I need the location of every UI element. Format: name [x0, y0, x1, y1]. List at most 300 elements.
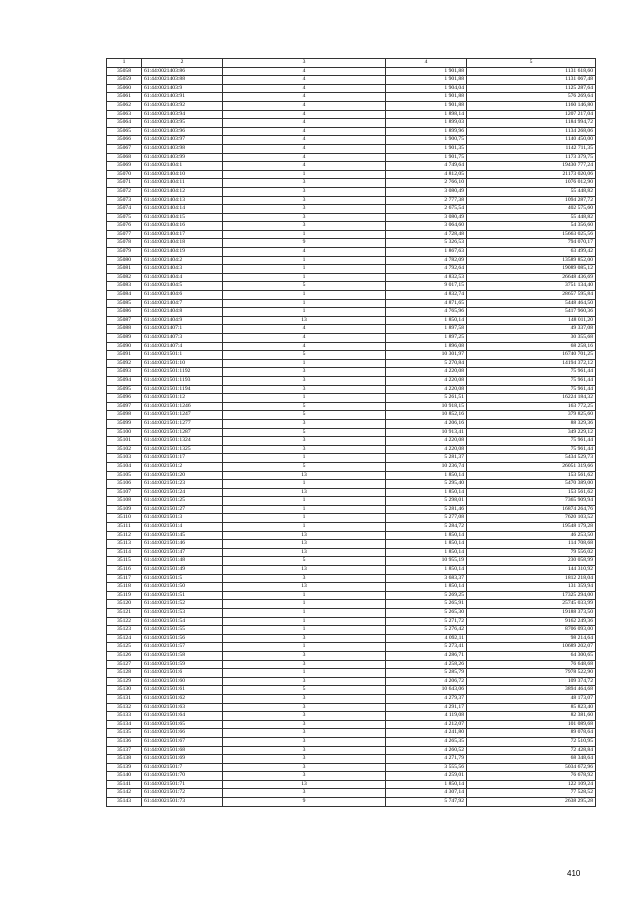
table-cell-col-2: 61:44:0021403:91 [142, 93, 223, 102]
table-cell-col-3: 4 [223, 93, 386, 102]
table-cell-col-3: 3 [223, 376, 386, 385]
table-cell-col-4: 4 765,96 [386, 308, 467, 317]
table-cell-col-1: 35126 [107, 651, 142, 660]
table-row [107, 282, 596, 291]
table-cell-col-4: 1 899,96 [386, 127, 467, 136]
table-cell-col-2: 61:44:0021501:58 [142, 651, 223, 660]
table-cell-col-2: 61:44:0021404:10 [142, 170, 223, 179]
table-cell-col-2: 61:44:0021403:96 [142, 127, 223, 136]
table-cell-col-1: 35093 [107, 368, 142, 377]
table-row [107, 394, 596, 403]
table-cell-col-3: 4 [223, 101, 386, 110]
table-cell-col-3: 1 [223, 273, 386, 282]
table-cell-col-1: 35088 [107, 325, 142, 334]
table-cell-col-5: 30 355,68 [467, 334, 596, 343]
header-col-3: 3 [223, 59, 386, 68]
table-cell-col-2: 61:44:0021501:4 [142, 523, 223, 532]
table-cell-col-4: 4 871,65 [386, 299, 467, 308]
table-cell-col-1: 35103 [107, 454, 142, 463]
table-cell-col-4: 2 675,54 [386, 205, 467, 214]
table-cell-col-4: 4 220,08 [386, 368, 467, 377]
table-cell-col-5: 85 823,40 [467, 703, 596, 712]
table-cell-col-3: 1 [223, 617, 386, 626]
table-cell-col-3: 9 [223, 239, 386, 248]
table-cell-col-5: 1094 287,72 [467, 196, 596, 205]
table-row [107, 385, 596, 394]
table-row [107, 359, 596, 368]
table-row [107, 566, 596, 575]
table-cell-col-4: 4 220,08 [386, 445, 467, 454]
table-cell-col-3: 3 [223, 746, 386, 755]
table-cell-col-1: 35090 [107, 342, 142, 351]
table-cell-col-4: 10 913,41 [386, 428, 467, 437]
table-cell-col-3: 4 [223, 325, 386, 334]
table-cell-col-5: 5417 960,36 [467, 308, 596, 317]
table-cell-col-1: 35106 [107, 480, 142, 489]
table-cell-col-5: 46 253,50 [467, 531, 596, 540]
table-cell-col-5: 75 961,44 [467, 437, 596, 446]
table-cell-col-3: 3 [223, 694, 386, 703]
table-row [107, 325, 596, 334]
table-cell-col-2: 61:44:0021404:2 [142, 256, 223, 265]
table-cell-col-2: 61:44:0021404:17 [142, 230, 223, 239]
table-cell-col-5: 88 329,36 [467, 419, 596, 428]
table-cell-col-3: 4 [223, 76, 386, 85]
table-cell-col-3: 4 [223, 162, 386, 171]
table-cell-col-1: 35135 [107, 729, 142, 738]
table-cell-col-2: 61:44:0021501:55 [142, 626, 223, 635]
table-cell-col-2: 61:44:0021404:16 [142, 222, 223, 231]
table-header [107, 59, 596, 68]
table-cell-col-5: 54 356,60 [467, 222, 596, 231]
table-cell-col-4: 10 918,15 [386, 402, 467, 411]
table-cell-col-1: 35138 [107, 755, 142, 764]
table-cell-col-1: 35139 [107, 763, 142, 772]
table-cell-col-1: 35060 [107, 84, 142, 93]
table-cell-col-1: 35070 [107, 170, 142, 179]
table-cell-col-3: 1 [223, 514, 386, 523]
table-cell-col-4: 2 766,10 [386, 179, 467, 188]
table-cell-col-5: 82 381,60 [467, 712, 596, 721]
table-cell-col-4: 5 269,25 [386, 591, 467, 600]
table-cell-col-4: 4 782,09 [386, 256, 467, 265]
table-cell-col-3: 1 [223, 454, 386, 463]
table-cell-col-3: 4 [223, 342, 386, 351]
table-cell-col-1: 35113 [107, 540, 142, 549]
table-row [107, 462, 596, 471]
table-cell-col-1: 35098 [107, 411, 142, 420]
table-cell-col-1: 35114 [107, 548, 142, 557]
table-row [107, 531, 596, 540]
table-cell-col-4: 3 555,56 [386, 763, 467, 772]
table-cell-col-3: 3 [223, 419, 386, 428]
table-cell-col-4: 1 901,88 [386, 76, 467, 85]
table-cell-col-2: 61:44:0021403:88 [142, 76, 223, 85]
table-cell-col-5: 794 070,17 [467, 239, 596, 248]
table-cell-col-4: 4 291,17 [386, 703, 467, 712]
table-row [107, 119, 596, 128]
table-cell-col-3: 1 [223, 480, 386, 489]
table-cell-col-2: 61:44:0021403:99 [142, 153, 223, 162]
table-cell-col-3: 4 [223, 127, 386, 136]
table-cell-col-2: 61:44:0021403:94 [142, 110, 223, 119]
table-cell-col-2: 61:44:0021501:59 [142, 660, 223, 669]
table-cell-col-2: 61:44:0021501:27 [142, 505, 223, 514]
table-cell-col-5: 1184 994,72 [467, 119, 596, 128]
table-cell-col-5: 230 058,99 [467, 557, 596, 566]
table-cell-col-3: 3 [223, 574, 386, 583]
table-row [107, 712, 596, 721]
table-cell-col-4: 5 277,08 [386, 514, 467, 523]
table-row [107, 643, 596, 652]
table-cell-col-5: 1812 218,04 [467, 574, 596, 583]
table-cell-col-1: 35081 [107, 265, 142, 274]
table-cell-col-3: 1 [223, 291, 386, 300]
table-cell-col-4: 1 897,25 [386, 334, 467, 343]
table-cell-col-2: 61:44:0021403:86 [142, 67, 223, 76]
table-cell-col-4: 4 212,07 [386, 720, 467, 729]
table-cell-col-1: 35082 [107, 273, 142, 282]
table-cell-col-2: 61:44:0021501:1193 [142, 376, 223, 385]
table-cell-col-5: 16224 184,32 [467, 394, 596, 403]
table-cell-col-1: 35062 [107, 101, 142, 110]
table-cell-col-3: 3 [223, 712, 386, 721]
table-cell-col-4: 1 867,63 [386, 248, 467, 257]
table-row [107, 170, 596, 179]
table-cell-col-1: 35112 [107, 531, 142, 540]
table-cell-col-1: 35102 [107, 445, 142, 454]
table-cell-col-3: 3 [223, 660, 386, 669]
table-cell-col-1: 35069 [107, 162, 142, 171]
table-cell-col-4: 1 850,14 [386, 566, 467, 575]
table-cell-col-3: 4 [223, 136, 386, 145]
table-cell-col-3: 4 [223, 110, 386, 119]
table-cell-col-1: 35094 [107, 376, 142, 385]
table-cell-col-5: 14194 372,12 [467, 359, 596, 368]
table-cell-col-4: 4 258,26 [386, 660, 467, 669]
table-cell-col-1: 35071 [107, 179, 142, 188]
table-cell-col-2: 61:44:0021404:11 [142, 179, 223, 188]
table-row [107, 729, 596, 738]
table-cell-col-1: 35092 [107, 359, 142, 368]
table-cell-col-2: 61:44:0021407:4 [142, 342, 223, 351]
table-cell-col-4: 4 279,37 [386, 694, 467, 703]
table-cell-col-3: 4 [223, 153, 386, 162]
table-row [107, 574, 596, 583]
table-cell-col-2: 61:44:0021501:56 [142, 634, 223, 643]
table-cell-col-4: 1 904,04 [386, 84, 467, 93]
table-cell-col-4: 5 270,84 [386, 359, 467, 368]
table-cell-col-5: 19548 179,28 [467, 523, 596, 532]
table-row [107, 213, 596, 222]
table-cell-col-1: 35097 [107, 402, 142, 411]
table-cell-col-2: 61:44:0021501:50 [142, 583, 223, 592]
table-cell-col-3: 4 [223, 67, 386, 76]
table-cell-col-4: 4 265,35 [386, 737, 467, 746]
table-cell-col-5: 3894 464,68 [467, 686, 596, 695]
table-cell-col-3: 1 [223, 600, 386, 609]
table-cell-col-2: 61:44:0021501:67 [142, 737, 223, 746]
table-cell-col-5: 48 173,07 [467, 694, 596, 703]
table-cell-col-1: 35101 [107, 437, 142, 446]
table-cell-col-3: 1 [223, 643, 386, 652]
table-cell-col-4: 4 260,52 [386, 746, 467, 755]
table-cell-col-2: 61:44:0021501:47 [142, 548, 223, 557]
table-cell-col-4: 1 900,75 [386, 136, 467, 145]
table-cell-col-2: 61:44:0021501:24 [142, 488, 223, 497]
table-row [107, 308, 596, 317]
table-row [107, 351, 596, 360]
table-cell-col-1: 35122 [107, 617, 142, 626]
table-cell-col-5: 1134 268,06 [467, 127, 596, 136]
table-cell-col-4: 4 832,53 [386, 273, 467, 282]
table-row [107, 239, 596, 248]
table-cell-col-1: 35065 [107, 127, 142, 136]
table-cell-col-5: 21173 020,06 [467, 170, 596, 179]
table-cell-col-2: 61:44:0021501:73 [142, 798, 223, 807]
page-number: 410 [567, 869, 581, 878]
table-cell-col-1: 35099 [107, 419, 142, 428]
table-cell-col-1: 35091 [107, 351, 142, 360]
table-cell-col-4: 5 271,72 [386, 617, 467, 626]
table-cell-col-1: 35124 [107, 634, 142, 643]
table-cell-col-1: 35107 [107, 488, 142, 497]
table-cell-col-1: 35119 [107, 591, 142, 600]
table-cell-col-2: 61:44:0021501:1325 [142, 445, 223, 454]
table-row [107, 153, 596, 162]
table-cell-col-5: 1076 012,90 [467, 179, 596, 188]
table-row [107, 273, 596, 282]
table-cell-col-4: 4 220,08 [386, 385, 467, 394]
table-cell-col-1: 35079 [107, 248, 142, 257]
table-row [107, 205, 596, 214]
header-col-2: 2 [142, 59, 223, 68]
table-cell-col-3: 3 [223, 703, 386, 712]
table-row [107, 600, 596, 609]
table-row [107, 763, 596, 772]
table-cell-col-4: 4 307,14 [386, 789, 467, 798]
table-cell-col-5: 5448 464,50 [467, 299, 596, 308]
table-cell-col-1: 35058 [107, 67, 142, 76]
table-row [107, 179, 596, 188]
table-cell-col-4: 5 284,72 [386, 523, 467, 532]
table-cell-col-5: 28657 595,84 [467, 291, 596, 300]
table-cell-col-5: 153 561,62 [467, 488, 596, 497]
table-row [107, 265, 596, 274]
table-row [107, 557, 596, 566]
table-cell-col-1: 35131 [107, 694, 142, 703]
table-cell-col-4: 1 850,14 [386, 540, 467, 549]
table-row [107, 737, 596, 746]
table-cell-col-2: 61:44:0021403:98 [142, 144, 223, 153]
table-cell-col-3: 1 [223, 626, 386, 635]
table-cell-col-5: 1131 618,60 [467, 67, 596, 76]
table-cell-col-4: 1 898,14 [386, 110, 467, 119]
table-cell-col-4: 4 119,08 [386, 712, 467, 721]
table-cell-col-5: 1207 217,04 [467, 110, 596, 119]
table-cell-col-1: 35066 [107, 136, 142, 145]
table-cell-col-1: 35063 [107, 110, 142, 119]
table-cell-col-1: 35085 [107, 299, 142, 308]
table-cell-col-3: 13 [223, 566, 386, 575]
table-row [107, 230, 596, 239]
table-cell-col-2: 61:44:0021501:69 [142, 755, 223, 764]
table-row [107, 101, 596, 110]
table-cell-col-5: 153 561,62 [467, 471, 596, 480]
table-row [107, 720, 596, 729]
table-row [107, 162, 596, 171]
table-cell-col-2: 61:44:0021501:63 [142, 703, 223, 712]
table-cell-col-5: 75 961,44 [467, 385, 596, 394]
table-cell-col-2: 61:44:0021501:72 [142, 789, 223, 798]
table-cell-col-5: 5434 529,73 [467, 454, 596, 463]
table-cell-col-5: 8706 093,00 [467, 626, 596, 635]
table-cell-col-5: 25745 033,99 [467, 600, 596, 609]
table-cell-col-3: 4 [223, 248, 386, 257]
table-cell-col-1: 35120 [107, 600, 142, 609]
table-cell-col-5: 114 708,68 [467, 540, 596, 549]
table-cell-col-4: 10 643,06 [386, 686, 467, 695]
table-cell-col-1: 35121 [107, 609, 142, 618]
table-cell-col-2: 61:44:0021404:1 [142, 162, 223, 171]
table-cell-col-2: 61:44:0021501:5 [142, 574, 223, 583]
table-cell-col-1: 35108 [107, 497, 142, 506]
table-cell-col-4: 5 281,46 [386, 505, 467, 514]
table-cell-col-3: 3 [223, 179, 386, 188]
table-row [107, 93, 596, 102]
table-cell-col-5: 131 359,94 [467, 583, 596, 592]
table-cell-col-1: 35109 [107, 505, 142, 514]
table-row [107, 222, 596, 231]
table-cell-col-2: 61:44:0021404:12 [142, 187, 223, 196]
table-cell-col-2: 61:44:0021404:7 [142, 299, 223, 308]
table-cell-col-5: 72 428,84 [467, 746, 596, 755]
table-cell-col-5: 13589 852,00 [467, 256, 596, 265]
table-cell-col-1: 35132 [107, 703, 142, 712]
table-cell-col-2: 61:44:0021501:20 [142, 471, 223, 480]
table-cell-col-5: 75 961,44 [467, 445, 596, 454]
table-cell-col-3: 5 [223, 351, 386, 360]
table-cell-col-3: 3 [223, 772, 386, 781]
table-cell-col-4: 5 298,01 [386, 497, 467, 506]
table-cell-col-3: 1 [223, 523, 386, 532]
table-row [107, 437, 596, 446]
table-row [107, 454, 596, 463]
table-cell-col-2: 61:44:0021501:66 [142, 729, 223, 738]
table-cell-col-2: 61:44:0021407:1 [142, 325, 223, 334]
table-cell-col-2: 61:44:0021501:46 [142, 540, 223, 549]
table-cell-col-4: 5 265,91 [386, 600, 467, 609]
table-cell-col-1: 35133 [107, 712, 142, 721]
table-cell-col-4: 1 850,14 [386, 316, 467, 325]
table-cell-col-1: 35083 [107, 282, 142, 291]
table-cell-col-4: 4 220,08 [386, 437, 467, 446]
table-cell-col-1: 35072 [107, 187, 142, 196]
table-cell-col-5: 1125 287,64 [467, 84, 596, 93]
table-cell-col-3: 5 [223, 282, 386, 291]
table-cell-col-5: 7620 103,52 [467, 514, 596, 523]
table-cell-col-4: 1 850,14 [386, 471, 467, 480]
table-cell-col-5: 3751 134,40 [467, 282, 596, 291]
table-cell-col-5: 349 229,12 [467, 428, 596, 437]
table-cell-col-1: 35115 [107, 557, 142, 566]
table-cell-col-3: 4 [223, 334, 386, 343]
table-cell-col-3: 3 [223, 755, 386, 764]
table-cell-col-5: 64 300,65 [467, 651, 596, 660]
table-cell-col-5: 98 214,64 [467, 634, 596, 643]
table-row [107, 514, 596, 523]
table-cell-col-5: 1160 146,80 [467, 101, 596, 110]
table-cell-col-3: 1 [223, 591, 386, 600]
table-cell-col-2: 61:44:0021404:15 [142, 213, 223, 222]
table-cell-col-5: 26648 436,69 [467, 273, 596, 282]
table-cell-col-5: 1131 067,48 [467, 76, 596, 85]
table-row [107, 187, 596, 196]
table-cell-col-4: 10 301,97 [386, 351, 467, 360]
table-cell-col-5: 16740 701,25 [467, 351, 596, 360]
table-cell-col-3: 13 [223, 488, 386, 497]
table-cell-col-4: 9 017,15 [386, 282, 467, 291]
table-cell-col-1: 35095 [107, 385, 142, 394]
table-cell-col-3: 1 [223, 609, 386, 618]
table-cell-col-5: 7365 909,94 [467, 497, 596, 506]
table-cell-col-5: 89 078,64 [467, 729, 596, 738]
table-cell-col-4: 4 271,79 [386, 755, 467, 764]
table-cell-col-2: 61:44:0021404:19 [142, 248, 223, 257]
table-cell-col-4: 5 273,41 [386, 643, 467, 652]
table-cell-col-2: 61:44:0021403:9 [142, 84, 223, 93]
table-cell-col-4: 1 850,14 [386, 583, 467, 592]
table-cell-col-4: 3 064,60 [386, 222, 467, 231]
table-cell-col-3: 3 [223, 205, 386, 214]
table-cell-col-2: 61:44:0021501:2 [142, 462, 223, 471]
table-cell-col-2: 61:44:0021501:54 [142, 617, 223, 626]
table-cell-col-5: 402 575,60 [467, 205, 596, 214]
table-row [107, 583, 596, 592]
table-cell-col-1: 35080 [107, 256, 142, 265]
table-cell-col-2: 61:44:0021404:8 [142, 308, 223, 317]
table-row [107, 376, 596, 385]
table-cell-col-1: 35078 [107, 239, 142, 248]
table-cell-col-4: 5 261,51 [386, 394, 467, 403]
table-cell-col-5: 163 772,25 [467, 402, 596, 411]
table-cell-col-1: 35077 [107, 230, 142, 239]
table-row [107, 548, 596, 557]
table-cell-col-1: 35089 [107, 334, 142, 343]
table-cell-col-1: 35104 [107, 462, 142, 471]
table-cell-col-1: 35074 [107, 205, 142, 214]
table-cell-col-5: 72 510,95 [467, 737, 596, 746]
table-row [107, 291, 596, 300]
table-cell-col-3: 5 [223, 402, 386, 411]
table-cell-col-1: 35068 [107, 153, 142, 162]
table-cell-col-4: 1 850,14 [386, 531, 467, 540]
table-cell-col-4: 4 286,71 [386, 651, 467, 660]
table-cell-col-5: 68 258,16 [467, 342, 596, 351]
table-cell-col-5: 19430 777,24 [467, 162, 596, 171]
table-cell-col-3: 1 [223, 230, 386, 239]
table-cell-col-2: 61:44:0021501:62 [142, 694, 223, 703]
header-col-4: 4 [386, 59, 467, 68]
table-cell-col-3: 4 [223, 84, 386, 93]
table-cell-col-1: 35076 [107, 222, 142, 231]
table-cell-col-2: 61:44:0021501:25 [142, 497, 223, 506]
table-cell-col-5: 19188 373,50 [467, 609, 596, 618]
table-cell-col-3: 5 [223, 686, 386, 695]
table-cell-col-2: 61:44:0021501:12 [142, 394, 223, 403]
table-cell-col-3: 1 [223, 359, 386, 368]
table-cell-col-5: 15663 025,56 [467, 230, 596, 239]
